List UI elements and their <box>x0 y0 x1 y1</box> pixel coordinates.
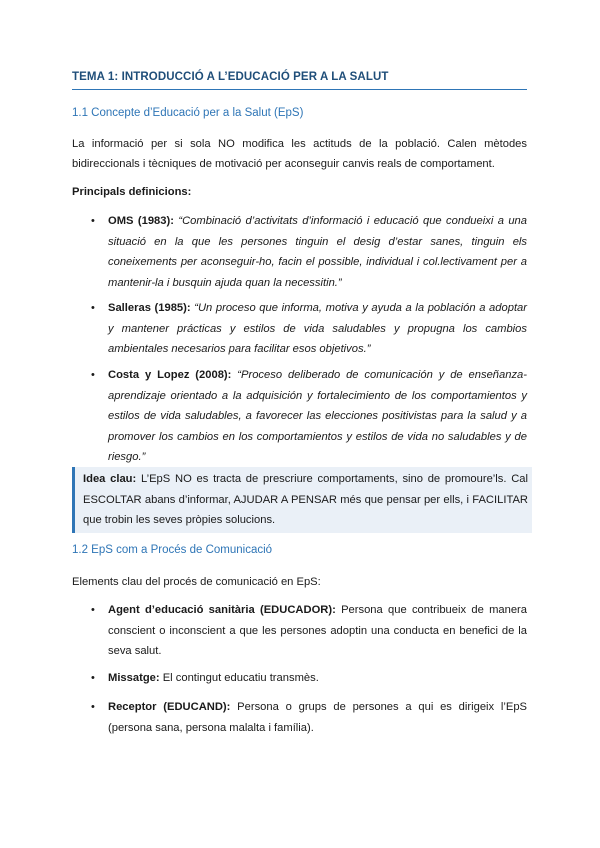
bullet-icon: • <box>91 604 95 616</box>
page-title: TEMA 1: INTRODUCCIÓ A L’EDUCACIÓ PER A LA SALUT <box>72 71 527 90</box>
key-idea-text: L’EpS NO es tracta de prescriure comportaments, sino de promoure’ls. Cal ESCOLTAR abans d’informar, AJUDAR A PENSAR més que pensar per ells, i FACILITAR que trobin les seves pròpies solucions. <box>83 473 528 526</box>
element-term: Agent d’educació sanitària (EDUCADOR): <box>108 604 336 616</box>
bullet-icon: • <box>91 215 95 227</box>
element-text: Persona o grups de persones a qui es dirigeix l’EpS (persona sana, persona malalta i família). <box>108 701 528 734</box>
section-heading-1-2: 1.2 EpS com a Procés de Comunicació <box>72 544 273 556</box>
definition-text: “Proceso deliberado de comunicación y de enseñanza-aprendizaje orientado a la adquisición y fortalecimiento de los comportamientos y estilos de vida saludables, a favorecer las elecciones positivistas para la salud y a promover los cambios en los comportamientos y estilos de vida no saludables y de riesgo.” <box>108 369 528 463</box>
element-term: Receptor (EDUCAND): <box>108 701 231 713</box>
definitions-list-2 <box>72 298 527 360</box>
definition-term: Salleras (1985): <box>108 302 191 314</box>
element-text: Persona que contribueix de manera conscient o inconscient a que les persones adoptin una conducta en benefici de la seva salut. <box>108 604 527 657</box>
section-2-intro: Elements clau del procés de comunicació en EpS: <box>72 576 321 588</box>
elements-list-2 <box>72 668 527 689</box>
elements-list <box>72 600 527 662</box>
elements-list-3 <box>72 697 527 738</box>
element-text: El contingut educatiu transmès. <box>162 672 319 684</box>
list-item <box>72 600 527 662</box>
element-term: Missatge: <box>108 672 160 684</box>
key-idea-label: Idea clau: <box>83 473 137 485</box>
section-heading-1-1: 1.1 Concepte d’Educació per a la Salut (EpS) <box>72 107 304 119</box>
definition-term: OMS (1983): <box>108 215 174 227</box>
bullet-icon: • <box>91 302 95 314</box>
bullet-icon: • <box>91 701 95 713</box>
definition-text: “Un proceso que informa, motiva y ayuda a la población a adoptar y mantener prácticas y estilos de vida saludables y propugna los cambios ambientales necesarios para facilitar esos objetivos.” <box>108 302 527 355</box>
definition-text: “Combinació d’activitats d’informació i educació que condueixi a una situació en la que les persones tinguin el desig d’estar sanes, tinguin els coneixements per aconseguir-ho, facin el possible, individual i col.lectivament per a mantenir-la i busquin ajuda quan la necessitin.” <box>108 215 528 289</box>
definitions-list-3 <box>72 365 527 468</box>
list-item <box>72 697 527 738</box>
definition-term: Costa y Lopez (2008): <box>108 369 232 381</box>
definitions-heading: Principals definicions: <box>72 186 192 198</box>
bullet-icon: • <box>91 369 95 381</box>
section-1-intro: La informació per si sola NO modifica les actituds de la població. Calen mètodes bidireccionals i tècniques de motivació per aconseguir canvis reals de comportament. <box>72 138 527 170</box>
definitions-list <box>72 211 527 293</box>
list-item <box>72 365 527 468</box>
list-item <box>72 668 527 689</box>
key-idea-callout <box>72 467 532 533</box>
list-item <box>72 211 527 293</box>
list-item <box>72 298 527 360</box>
bullet-icon: • <box>91 672 95 684</box>
